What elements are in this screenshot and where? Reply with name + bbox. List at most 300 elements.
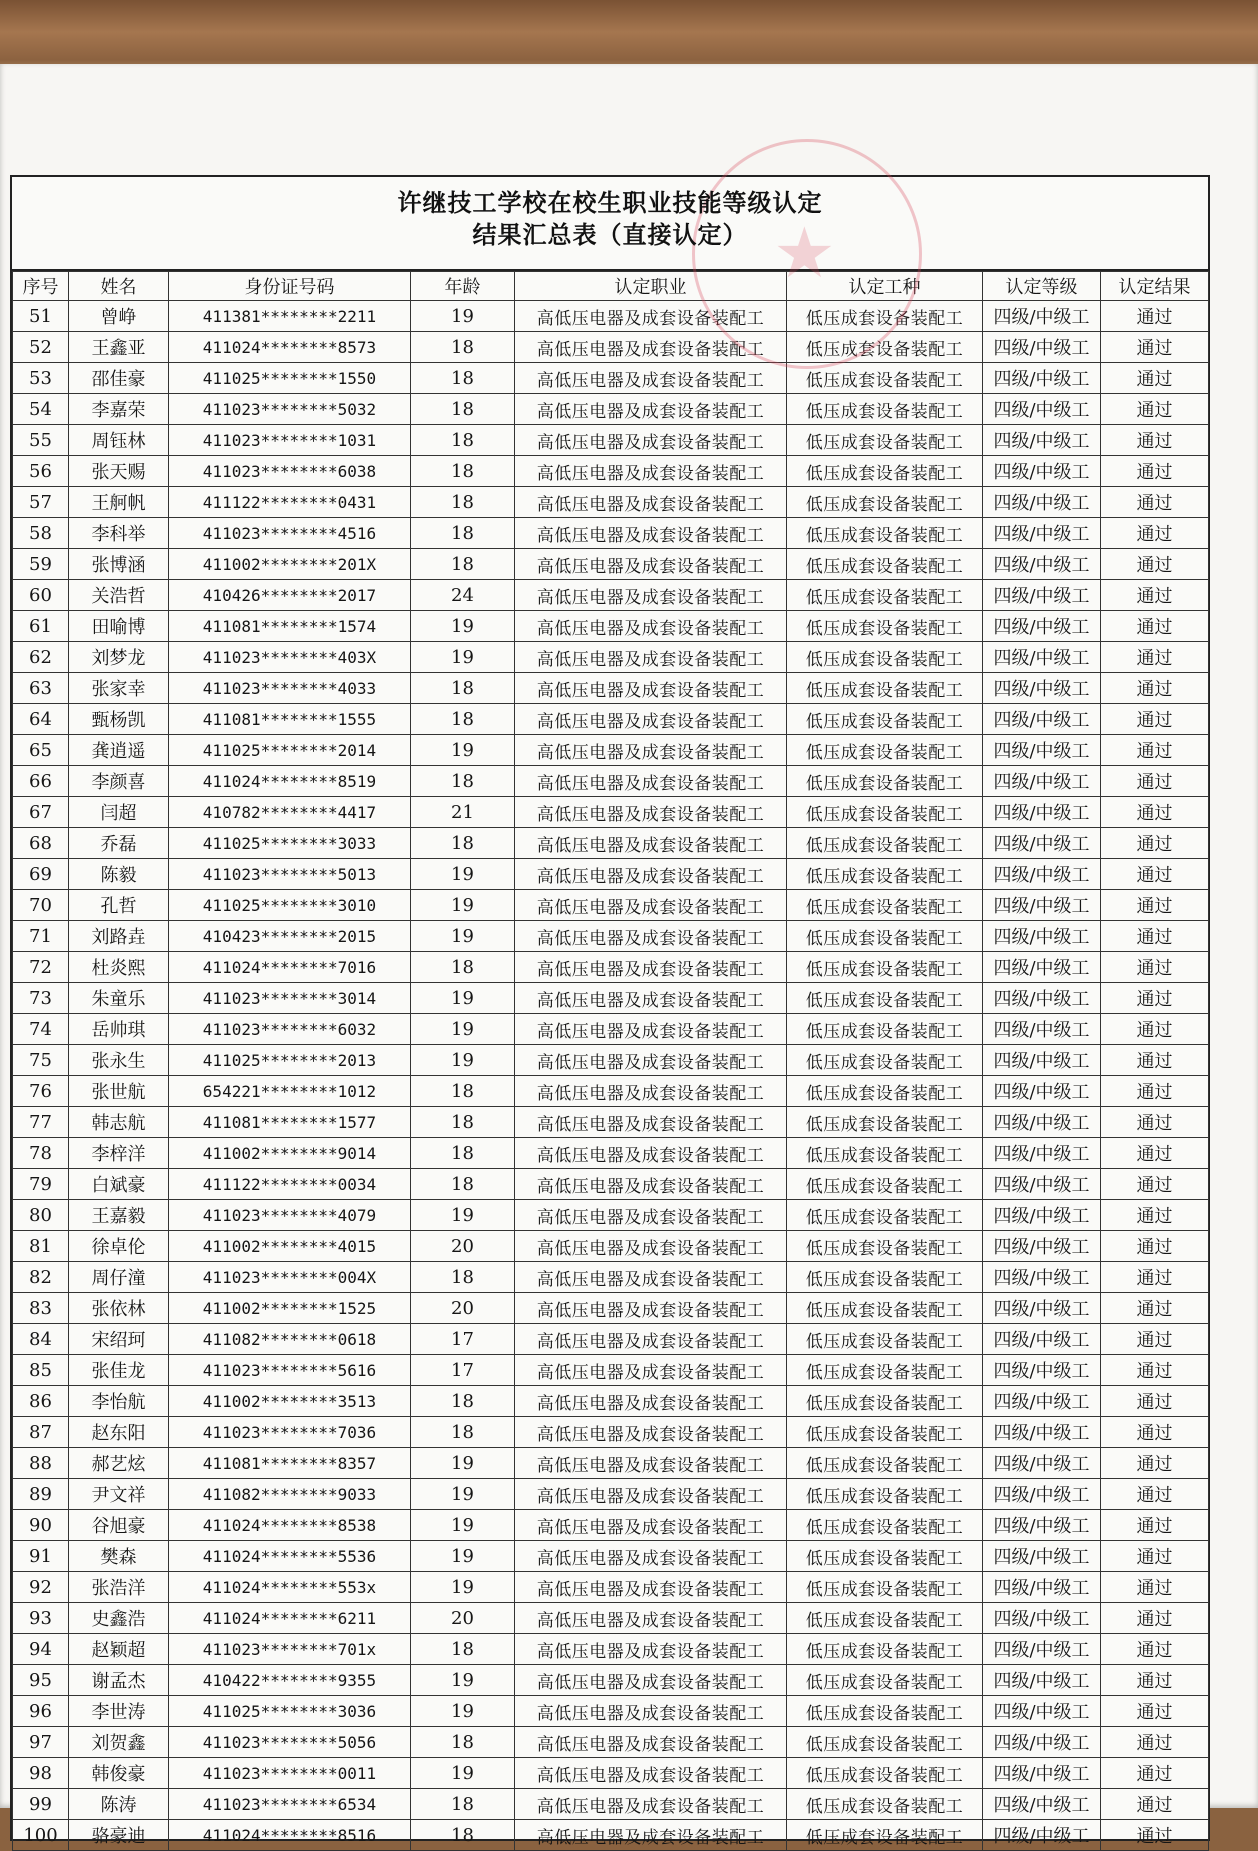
level-cell: 四级/中级工 (983, 1138, 1101, 1169)
row-number-cell: 91 (13, 1541, 69, 1572)
table-row (13, 1634, 1209, 1665)
level-cell: 四级/中级工 (983, 1386, 1101, 1417)
id-number-cell: 411082********0618 (169, 1324, 411, 1355)
table-row (13, 1479, 1209, 1510)
occupation-cell: 高低压电器及成套设备装配工 (515, 983, 787, 1014)
level-cell: 四级/中级工 (983, 983, 1101, 1014)
work-type-cell: 低压成套设备装配工 (787, 1200, 983, 1231)
age-cell: 19 (411, 1665, 515, 1696)
occupation-cell: 高低压电器及成套设备装配工 (515, 1665, 787, 1696)
result-cell: 通过 (1101, 425, 1209, 456)
result-cell: 通过 (1101, 642, 1209, 673)
row-number-cell: 51 (13, 301, 69, 332)
occupation-cell: 高低压电器及成套设备装配工 (515, 1820, 787, 1851)
result-cell: 通过 (1101, 1386, 1209, 1417)
level-cell: 四级/中级工 (983, 1727, 1101, 1758)
row-number-cell: 77 (13, 1107, 69, 1138)
occupation-cell: 高低压电器及成套设备装配工 (515, 1479, 787, 1510)
work-type-cell: 低压成套设备装配工 (787, 549, 983, 580)
result-cell: 通过 (1101, 1045, 1209, 1076)
result-cell: 通过 (1101, 518, 1209, 549)
work-type-cell: 低压成套设备装配工 (787, 921, 983, 952)
row-number-cell: 87 (13, 1417, 69, 1448)
row-number-cell: 80 (13, 1200, 69, 1231)
table-row (13, 1200, 1209, 1231)
id-number-cell: 411025********3010 (169, 890, 411, 921)
result-cell: 通过 (1101, 983, 1209, 1014)
result-cell: 通过 (1101, 673, 1209, 704)
work-type-cell: 低压成套设备装配工 (787, 1014, 983, 1045)
header-cell: 认定工种 (787, 272, 983, 301)
table-row (13, 1603, 1209, 1634)
result-cell: 通过 (1101, 828, 1209, 859)
result-cell: 通过 (1101, 1758, 1209, 1789)
student-name-cell: 李梓洋 (69, 1138, 169, 1169)
student-name-cell: 史鑫浩 (69, 1603, 169, 1634)
age-cell: 19 (411, 1448, 515, 1479)
age-cell: 19 (411, 1200, 515, 1231)
student-name-cell: 尹文祥 (69, 1479, 169, 1510)
row-number-cell: 75 (13, 1045, 69, 1076)
table-row (13, 766, 1209, 797)
table-row (13, 673, 1209, 704)
row-number-cell: 63 (13, 673, 69, 704)
id-number-cell: 411081********1574 (169, 611, 411, 642)
age-cell: 18 (411, 332, 515, 363)
student-name-cell: 赵东阳 (69, 1417, 169, 1448)
work-type-cell: 低压成套设备装配工 (787, 1696, 983, 1727)
row-number-cell: 89 (13, 1479, 69, 1510)
level-cell: 四级/中级工 (983, 1169, 1101, 1200)
age-cell: 19 (411, 921, 515, 952)
row-number-cell: 70 (13, 890, 69, 921)
result-cell: 通过 (1101, 363, 1209, 394)
result-cell: 通过 (1101, 1293, 1209, 1324)
student-name-cell: 徐卓伦 (69, 1231, 169, 1262)
title-line-1: 许继技工学校在校生职业技能等级认定 (397, 188, 823, 217)
age-cell: 19 (411, 1479, 515, 1510)
work-type-cell: 低压成套设备装配工 (787, 332, 983, 363)
student-name-cell: 杜炎熙 (69, 952, 169, 983)
id-number-cell: 411002********3513 (169, 1386, 411, 1417)
age-cell: 21 (411, 797, 515, 828)
level-cell: 四级/中级工 (983, 1417, 1101, 1448)
work-type-cell: 低压成套设备装配工 (787, 1231, 983, 1262)
work-type-cell: 低压成套设备装配工 (787, 766, 983, 797)
student-name-cell: 曾峥 (69, 301, 169, 332)
level-cell: 四级/中级工 (983, 1696, 1101, 1727)
row-number-cell: 74 (13, 1014, 69, 1045)
student-name-cell: 赵颖超 (69, 1634, 169, 1665)
age-cell: 18 (411, 1076, 515, 1107)
age-cell: 18 (411, 1727, 515, 1758)
student-name-cell: 张世航 (69, 1076, 169, 1107)
occupation-cell: 高低压电器及成套设备装配工 (515, 580, 787, 611)
table-row (13, 828, 1209, 859)
result-cell: 通过 (1101, 1727, 1209, 1758)
row-number-cell: 71 (13, 921, 69, 952)
table-row (13, 1541, 1209, 1572)
age-cell: 19 (411, 1541, 515, 1572)
row-number-cell: 85 (13, 1355, 69, 1386)
age-cell: 18 (411, 1107, 515, 1138)
result-cell: 通过 (1101, 1417, 1209, 1448)
occupation-cell: 高低压电器及成套设备装配工 (515, 1324, 787, 1355)
student-name-cell: 周仔潼 (69, 1262, 169, 1293)
result-cell: 通过 (1101, 1262, 1209, 1293)
table-row (13, 425, 1209, 456)
result-cell: 通过 (1101, 332, 1209, 363)
level-cell: 四级/中级工 (983, 1355, 1101, 1386)
row-number-cell: 78 (13, 1138, 69, 1169)
occupation-cell: 高低压电器及成套设备装配工 (515, 1727, 787, 1758)
occupation-cell: 高低压电器及成套设备装配工 (515, 425, 787, 456)
result-cell: 通过 (1101, 611, 1209, 642)
level-cell: 四级/中级工 (983, 611, 1101, 642)
occupation-cell: 高低压电器及成套设备装配工 (515, 1076, 787, 1107)
result-cell: 通过 (1101, 1572, 1209, 1603)
student-name-cell: 张天赐 (69, 456, 169, 487)
student-name-cell: 岳帅琪 (69, 1014, 169, 1045)
level-cell: 四级/中级工 (983, 1107, 1101, 1138)
id-number-cell: 411025********2013 (169, 1045, 411, 1076)
work-type-cell: 低压成套设备装配工 (787, 363, 983, 394)
occupation-cell: 高低压电器及成套设备装配工 (515, 1789, 787, 1820)
occupation-cell: 高低压电器及成套设备装配工 (515, 1262, 787, 1293)
age-cell: 18 (411, 487, 515, 518)
id-number-cell: 411023********4516 (169, 518, 411, 549)
result-cell: 通过 (1101, 301, 1209, 332)
result-cell: 通过 (1101, 487, 1209, 518)
table-row (13, 1386, 1209, 1417)
work-type-cell: 低压成套设备装配工 (787, 487, 983, 518)
level-cell: 四级/中级工 (983, 1541, 1101, 1572)
age-cell: 18 (411, 363, 515, 394)
result-cell: 通过 (1101, 797, 1209, 828)
row-number-cell: 58 (13, 518, 69, 549)
student-name-cell: 刘路垚 (69, 921, 169, 952)
student-name-cell: 李世涛 (69, 1696, 169, 1727)
row-number-cell: 65 (13, 735, 69, 766)
work-type-cell: 低压成套设备装配工 (787, 1479, 983, 1510)
table-row (13, 1262, 1209, 1293)
age-cell: 18 (411, 1417, 515, 1448)
row-number-cell: 98 (13, 1758, 69, 1789)
table-row (13, 1138, 1209, 1169)
result-cell: 通过 (1101, 1200, 1209, 1231)
student-name-cell: 韩俊豪 (69, 1758, 169, 1789)
level-cell: 四级/中级工 (983, 1262, 1101, 1293)
work-type-cell: 低压成套设备装配工 (787, 1510, 983, 1541)
occupation-cell: 高低压电器及成套设备装配工 (515, 363, 787, 394)
row-number-cell: 67 (13, 797, 69, 828)
level-cell: 四级/中级工 (983, 332, 1101, 363)
result-cell: 通过 (1101, 1789, 1209, 1820)
id-number-cell: 411023********4033 (169, 673, 411, 704)
age-cell: 19 (411, 642, 515, 673)
age-cell: 19 (411, 983, 515, 1014)
occupation-cell: 高低压电器及成套设备装配工 (515, 1045, 787, 1076)
level-cell: 四级/中级工 (983, 828, 1101, 859)
work-type-cell: 低压成套设备装配工 (787, 1138, 983, 1169)
occupation-cell: 高低压电器及成套设备装配工 (515, 952, 787, 983)
level-cell: 四级/中级工 (983, 1200, 1101, 1231)
title-line-2: 结果汇总表（直接认定） (472, 220, 748, 249)
row-number-cell: 92 (13, 1572, 69, 1603)
occupation-cell: 高低压电器及成套设备装配工 (515, 1417, 787, 1448)
student-name-cell: 龚逍遥 (69, 735, 169, 766)
table-row (13, 580, 1209, 611)
result-cell: 通过 (1101, 1696, 1209, 1727)
work-type-cell: 低压成套设备装配工 (787, 797, 983, 828)
occupation-cell: 高低压电器及成套设备装配工 (515, 1448, 787, 1479)
id-number-cell: 411023********6038 (169, 456, 411, 487)
work-type-cell: 低压成套设备装配工 (787, 1107, 983, 1138)
age-cell: 19 (411, 1572, 515, 1603)
table-row (13, 1076, 1209, 1107)
id-number-cell: 410426********2017 (169, 580, 411, 611)
work-type-cell: 低压成套设备装配工 (787, 952, 983, 983)
id-number-cell: 411024********8573 (169, 332, 411, 363)
id-number-cell: 411023********5013 (169, 859, 411, 890)
results-table (12, 271, 1209, 1851)
student-name-cell: 白斌豪 (69, 1169, 169, 1200)
level-cell: 四级/中级工 (983, 1820, 1101, 1851)
occupation-cell: 高低压电器及成套设备装配工 (515, 518, 787, 549)
occupation-cell: 高低压电器及成套设备装配工 (515, 766, 787, 797)
row-number-cell: 83 (13, 1293, 69, 1324)
id-number-cell: 411025********2014 (169, 735, 411, 766)
student-name-cell: 陈毅 (69, 859, 169, 890)
table-row (13, 1293, 1209, 1324)
work-type-cell: 低压成套设备装配工 (787, 456, 983, 487)
level-cell: 四级/中级工 (983, 1324, 1101, 1355)
result-cell: 通过 (1101, 952, 1209, 983)
id-number-cell: 411023********5056 (169, 1727, 411, 1758)
occupation-cell: 高低压电器及成套设备装配工 (515, 890, 787, 921)
table-row (13, 642, 1209, 673)
age-cell: 18 (411, 549, 515, 580)
table-row (13, 1510, 1209, 1541)
age-cell: 19 (411, 1696, 515, 1727)
id-number-cell: 410422********9355 (169, 1665, 411, 1696)
result-cell: 通过 (1101, 735, 1209, 766)
level-cell: 四级/中级工 (983, 1448, 1101, 1479)
work-type-cell: 低压成套设备装配工 (787, 1541, 983, 1572)
row-number-cell: 88 (13, 1448, 69, 1479)
level-cell: 四级/中级工 (983, 518, 1101, 549)
table-row (13, 1572, 1209, 1603)
level-cell: 四级/中级工 (983, 1572, 1101, 1603)
level-cell: 四级/中级工 (983, 363, 1101, 394)
id-number-cell: 411023********0011 (169, 1758, 411, 1789)
work-type-cell: 低压成套设备装配工 (787, 1262, 983, 1293)
work-type-cell: 低压成套设备装配工 (787, 1789, 983, 1820)
result-cell: 通过 (1101, 1014, 1209, 1045)
occupation-cell: 高低压电器及成套设备装配工 (515, 1014, 787, 1045)
result-cell: 通过 (1101, 1603, 1209, 1634)
age-cell: 19 (411, 1045, 515, 1076)
id-number-cell: 411025********3036 (169, 1696, 411, 1727)
age-cell: 18 (411, 1634, 515, 1665)
result-cell: 通过 (1101, 1324, 1209, 1355)
age-cell: 18 (411, 828, 515, 859)
level-cell: 四级/中级工 (983, 1789, 1101, 1820)
table-row (13, 1417, 1209, 1448)
id-number-cell: 411025********1550 (169, 363, 411, 394)
student-name-cell: 朱童乐 (69, 983, 169, 1014)
row-number-cell: 84 (13, 1324, 69, 1355)
table-row (13, 1107, 1209, 1138)
result-cell: 通过 (1101, 1479, 1209, 1510)
work-type-cell: 低压成套设备装配工 (787, 1727, 983, 1758)
age-cell: 17 (411, 1355, 515, 1386)
work-type-cell: 低压成套设备装配工 (787, 1417, 983, 1448)
header-cell: 姓名 (69, 272, 169, 301)
student-name-cell: 宋绍珂 (69, 1324, 169, 1355)
level-cell: 四级/中级工 (983, 425, 1101, 456)
level-cell: 四级/中级工 (983, 394, 1101, 425)
row-number-cell: 82 (13, 1262, 69, 1293)
seal-star-icon: ★ (773, 212, 836, 294)
occupation-cell: 高低压电器及成套设备装配工 (515, 673, 787, 704)
age-cell: 19 (411, 301, 515, 332)
row-number-cell: 72 (13, 952, 69, 983)
row-number-cell: 57 (13, 487, 69, 518)
occupation-cell: 高低压电器及成套设备装配工 (515, 487, 787, 518)
work-type-cell: 低压成套设备装配工 (787, 1355, 983, 1386)
work-type-cell: 低压成套设备装配工 (787, 1169, 983, 1200)
id-number-cell: 411023********004X (169, 1262, 411, 1293)
level-cell: 四级/中级工 (983, 921, 1101, 952)
id-number-cell: 411081********1577 (169, 1107, 411, 1138)
row-number-cell: 56 (13, 456, 69, 487)
level-cell: 四级/中级工 (983, 487, 1101, 518)
level-cell: 四级/中级工 (983, 1510, 1101, 1541)
id-number-cell: 411082********9033 (169, 1479, 411, 1510)
row-number-cell: 95 (13, 1665, 69, 1696)
header-cell: 年龄 (411, 272, 515, 301)
student-name-cell: 张依林 (69, 1293, 169, 1324)
age-cell: 18 (411, 518, 515, 549)
row-number-cell: 53 (13, 363, 69, 394)
student-name-cell: 樊森 (69, 1541, 169, 1572)
student-name-cell: 韩志航 (69, 1107, 169, 1138)
age-cell: 18 (411, 1169, 515, 1200)
student-name-cell: 刘梦龙 (69, 642, 169, 673)
work-type-cell: 低压成套设备装配工 (787, 611, 983, 642)
id-number-cell: 411024********5536 (169, 1541, 411, 1572)
table-row (13, 1045, 1209, 1076)
table-row (13, 1820, 1209, 1851)
id-number-cell: 654221********1012 (169, 1076, 411, 1107)
id-number-cell: 411025********3033 (169, 828, 411, 859)
table-row (13, 518, 1209, 549)
result-cell: 通过 (1101, 1820, 1209, 1851)
table-row (13, 859, 1209, 890)
level-cell: 四级/中级工 (983, 1479, 1101, 1510)
age-cell: 18 (411, 1262, 515, 1293)
student-name-cell: 邵佳豪 (69, 363, 169, 394)
student-name-cell: 陈涛 (69, 1789, 169, 1820)
row-number-cell: 96 (13, 1696, 69, 1727)
student-name-cell: 王舸帆 (69, 487, 169, 518)
level-cell: 四级/中级工 (983, 859, 1101, 890)
table-row (13, 394, 1209, 425)
student-name-cell: 张永生 (69, 1045, 169, 1076)
level-cell: 四级/中级工 (983, 735, 1101, 766)
level-cell: 四级/中级工 (983, 673, 1101, 704)
table-row (13, 735, 1209, 766)
row-number-cell: 66 (13, 766, 69, 797)
age-cell: 18 (411, 952, 515, 983)
occupation-cell: 高低压电器及成套设备装配工 (515, 1169, 787, 1200)
level-cell: 四级/中级工 (983, 952, 1101, 983)
table-row (13, 1448, 1209, 1479)
student-name-cell: 张浩洋 (69, 1572, 169, 1603)
age-cell: 24 (411, 580, 515, 611)
id-number-cell: 411122********0431 (169, 487, 411, 518)
id-number-cell: 411024********8538 (169, 1510, 411, 1541)
table-row (13, 1696, 1209, 1727)
id-number-cell: 411024********8519 (169, 766, 411, 797)
id-number-cell: 411023********4079 (169, 1200, 411, 1231)
table-row (13, 363, 1209, 394)
result-cell: 通过 (1101, 890, 1209, 921)
occupation-cell: 高低压电器及成套设备装配工 (515, 301, 787, 332)
age-cell: 18 (411, 1820, 515, 1851)
header-cell: 认定结果 (1101, 272, 1209, 301)
result-cell: 通过 (1101, 766, 1209, 797)
table-row (13, 332, 1209, 363)
work-type-cell: 低压成套设备装配工 (787, 735, 983, 766)
work-type-cell: 低压成套设备装配工 (787, 580, 983, 611)
work-type-cell: 低压成套设备装配工 (787, 1293, 983, 1324)
occupation-cell: 高低压电器及成套设备装配工 (515, 1293, 787, 1324)
id-number-cell: 411122********0034 (169, 1169, 411, 1200)
work-type-cell: 低压成套设备装配工 (787, 1386, 983, 1417)
result-cell: 通过 (1101, 580, 1209, 611)
result-cell: 通过 (1101, 1231, 1209, 1262)
row-number-cell: 69 (13, 859, 69, 890)
age-cell: 19 (411, 735, 515, 766)
student-name-cell: 田喻博 (69, 611, 169, 642)
occupation-cell: 高低压电器及成套设备装配工 (515, 735, 787, 766)
row-number-cell: 62 (13, 642, 69, 673)
work-type-cell: 低压成套设备装配工 (787, 394, 983, 425)
age-cell: 19 (411, 859, 515, 890)
id-number-cell: 411381********2211 (169, 301, 411, 332)
student-name-cell: 王嘉毅 (69, 1200, 169, 1231)
occupation-cell: 高低压电器及成套设备装配工 (515, 797, 787, 828)
result-cell: 通过 (1101, 1448, 1209, 1479)
table-row (13, 1324, 1209, 1355)
id-number-cell: 411081********1555 (169, 704, 411, 735)
result-cell: 通过 (1101, 1169, 1209, 1200)
age-cell: 18 (411, 425, 515, 456)
occupation-cell: 高低压电器及成套设备装配工 (515, 859, 787, 890)
id-number-cell: 411023********3014 (169, 983, 411, 1014)
work-type-cell: 低压成套设备装配工 (787, 1603, 983, 1634)
level-cell: 四级/中级工 (983, 642, 1101, 673)
id-number-cell: 411002********201X (169, 549, 411, 580)
header-cell: 身份证号码 (169, 272, 411, 301)
id-number-cell: 411023********6534 (169, 1789, 411, 1820)
table-row (13, 1355, 1209, 1386)
age-cell: 18 (411, 704, 515, 735)
student-name-cell: 乔磊 (69, 828, 169, 859)
occupation-cell: 高低压电器及成套设备装配工 (515, 1634, 787, 1665)
